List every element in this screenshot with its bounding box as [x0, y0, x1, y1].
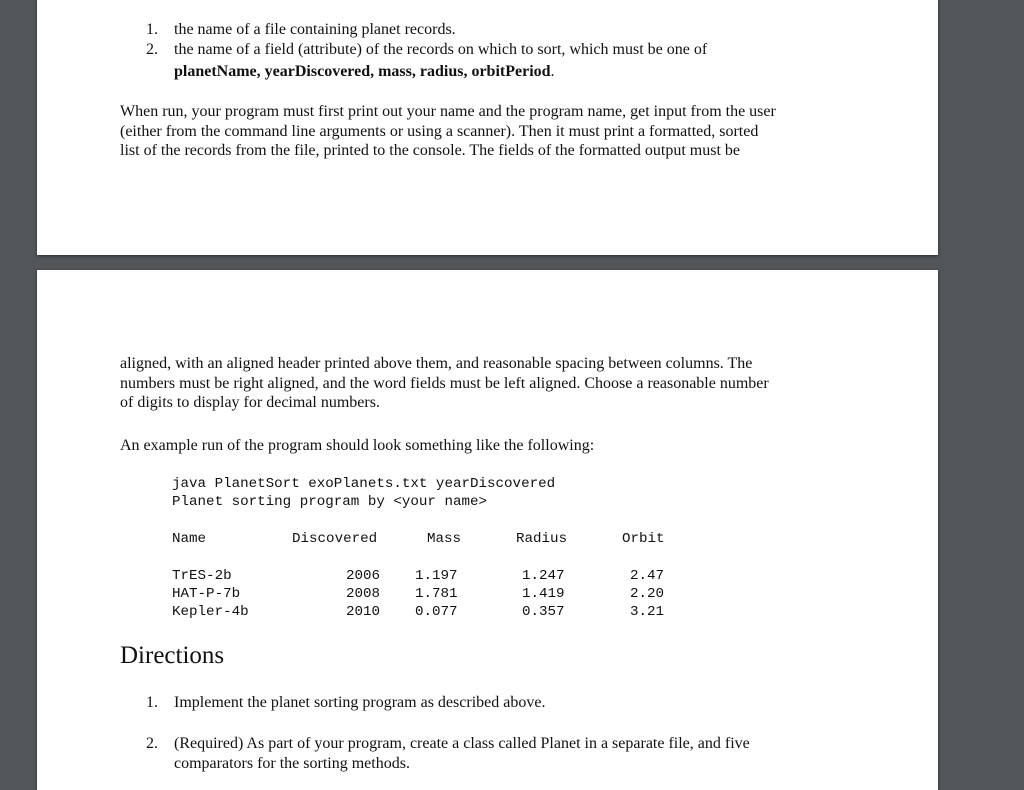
example-intro: An example run of the program should look something like the following:	[120, 437, 595, 454]
code-cell-name: HAT-P-7b	[172, 586, 241, 602]
code-banner: Planet sorting program by <your name>	[172, 494, 488, 510]
list-number: 1.	[146, 21, 158, 38]
code-cell-orbit: 2.47	[630, 568, 665, 584]
paragraph-line: of digits to display for decimal numbers.	[120, 394, 380, 411]
code-header-name: Name	[172, 531, 207, 547]
code-cell-orbit: 3.21	[630, 604, 665, 620]
code-header-discovered: Discovered	[292, 531, 378, 547]
code-cell-discovered: 2006	[346, 568, 381, 584]
paragraph-line: (either from the command line arguments or using a scanner). Then it must print a formatted, sorted	[120, 122, 759, 140]
code-header-orbit: Orbit	[622, 531, 665, 547]
code-cell-orbit: 2.20	[630, 586, 665, 602]
list-item-continuation	[174, 62, 555, 82]
paragraph-line: When run, your program must first print out your name and the program name, get input from the user	[120, 103, 776, 120]
code-cell-radius: 0.357	[522, 604, 565, 620]
list-number: 2.	[146, 735, 158, 752]
list-number: 2.	[146, 41, 158, 58]
paragraph-run-instructions	[120, 102, 860, 161]
direction-item-text: Implement the planet sorting program as described above.	[174, 694, 546, 711]
paragraph-line: list of the records from the file, printed to the console. The fields of the formatted output must be	[120, 142, 740, 159]
paragraph-line: numbers must be right aligned, and the word fields must be left aligned. Choose a reasonable number	[120, 374, 769, 392]
code-cell-name: Kepler-4b	[172, 604, 249, 620]
code-cell-mass: 1.197	[415, 568, 458, 584]
paragraph-alignment	[120, 354, 860, 413]
code-cell-name: TrES-2b	[172, 568, 232, 584]
code-cell-discovered: 2010	[346, 604, 381, 620]
paragraph-line: aligned, with an aligned header printed above them, and reasonable spacing between columns. The	[120, 355, 753, 372]
code-header-mass: Mass	[427, 531, 462, 547]
code-cell-mass: 1.781	[415, 586, 458, 602]
code-command: java PlanetSort exoPlanets.txt yearDiscovered	[172, 476, 556, 492]
document-page-1	[37, 0, 938, 255]
direction-item-text: comparators for the sorting methods.	[174, 755, 410, 772]
list-number: 1.	[146, 694, 158, 711]
code-cell-radius: 1.419	[522, 586, 565, 602]
field-names: planetName, yearDiscovered, mass, radius, orbitPeriod	[174, 63, 551, 80]
code-cell-mass: 0.077	[415, 604, 458, 620]
list-item-text: the name of a file containing planet records.	[174, 21, 456, 38]
document-page-2	[37, 270, 938, 790]
list-item-text: the name of a field (attribute) of the records on which to sort, which must be one of	[174, 41, 708, 58]
list-item-suffix: .	[550, 63, 555, 80]
code-cell-radius: 1.247	[522, 568, 565, 584]
directions-heading: Directions	[120, 642, 225, 669]
code-header-radius: Radius	[516, 531, 568, 547]
code-cell-discovered: 2008	[346, 586, 381, 602]
direction-item-text: (Required) As part of your program, create a class called Planet in a separate file, and five	[174, 735, 750, 752]
